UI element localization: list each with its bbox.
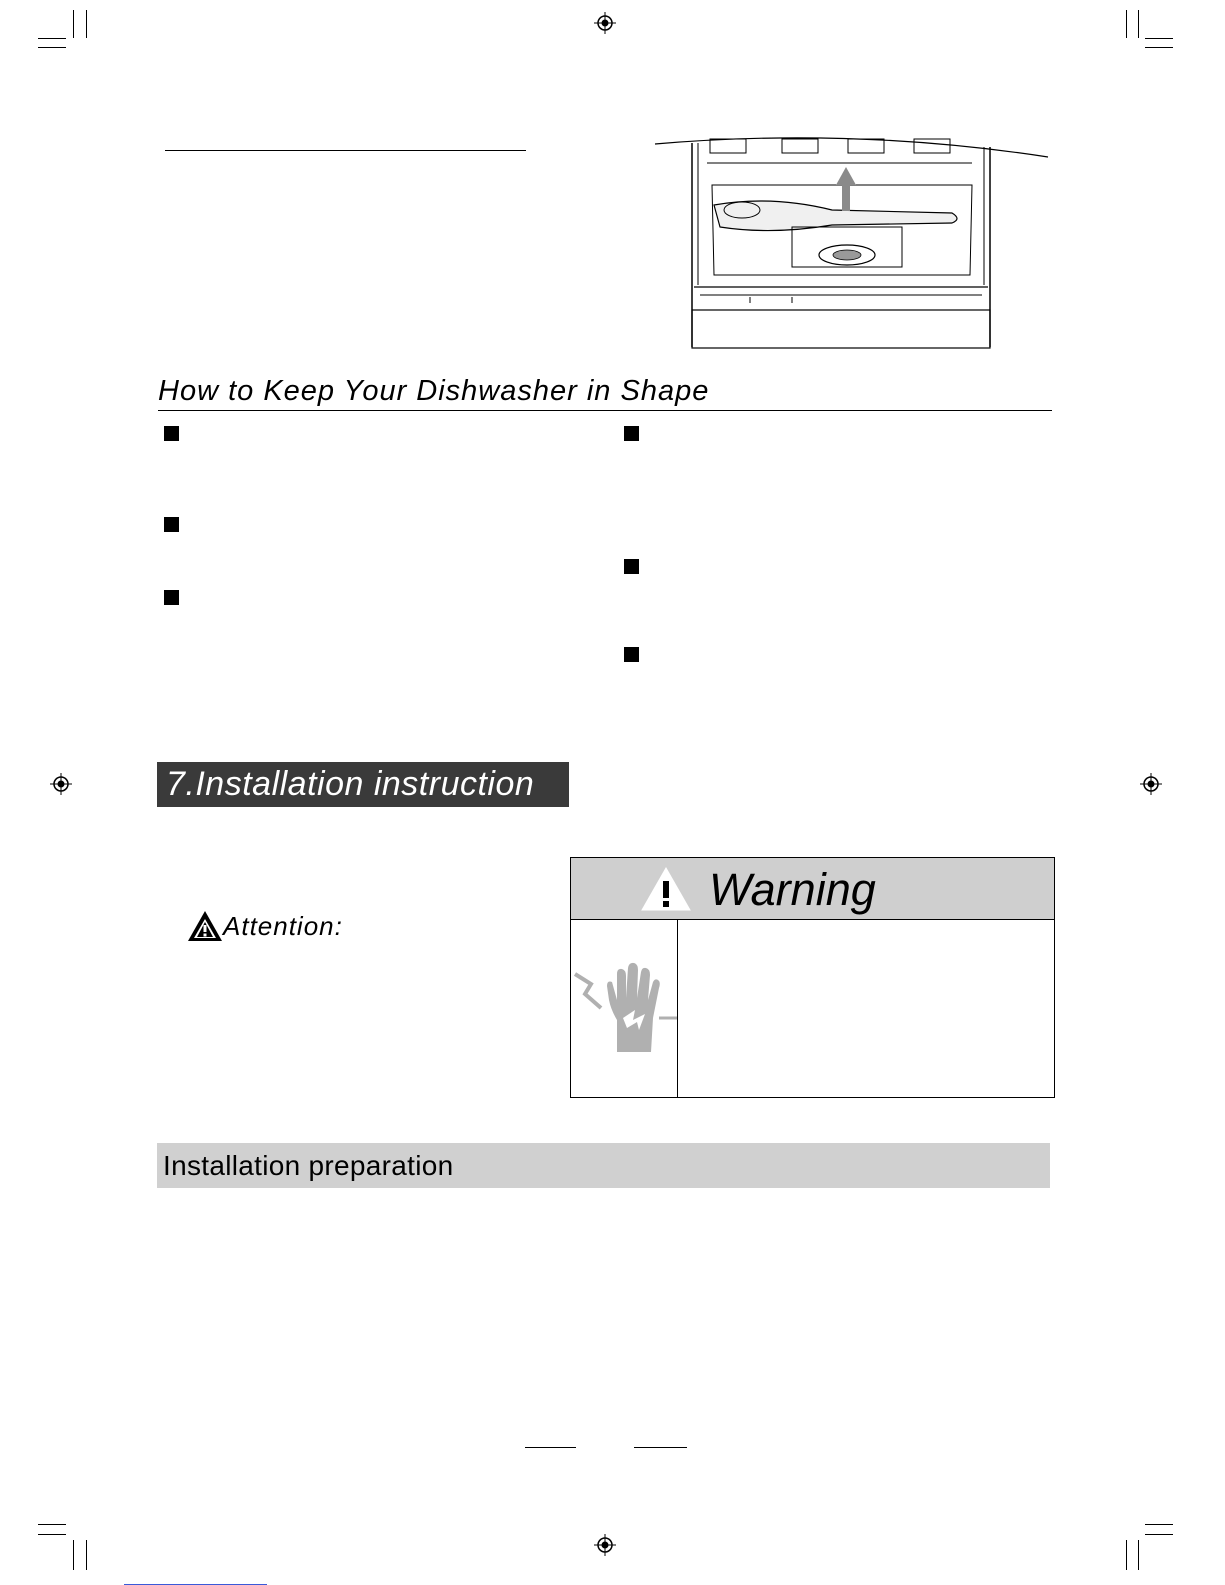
dishwasher-spray-arm-illustration: [652, 135, 1052, 350]
registration-mark-icon: [50, 773, 72, 795]
caution-triangle-icon: [187, 910, 223, 942]
crop-mark: [1138, 10, 1139, 38]
crop-mark: [38, 1524, 66, 1525]
heading-rule: [158, 410, 1052, 411]
crop-mark: [1145, 1534, 1173, 1535]
shock-hand-icon: [573, 960, 677, 1056]
square-bullet-icon: [164, 517, 179, 532]
registration-mark-icon: [1140, 773, 1162, 795]
square-bullet-icon: [624, 426, 639, 441]
warning-triangle-icon: [641, 867, 691, 911]
warning-divider: [677, 920, 678, 1098]
crop-mark: [86, 10, 87, 38]
crop-mark: [73, 1540, 74, 1570]
crop-mark: [73, 10, 74, 38]
crop-mark: [1145, 1524, 1173, 1525]
square-bullet-icon: [164, 590, 179, 605]
square-bullet-icon: [624, 559, 639, 574]
registration-mark-icon: [594, 1534, 616, 1556]
crop-mark: [38, 38, 66, 39]
registration-mark-icon: [594, 12, 616, 34]
attention-text: Attention:: [223, 910, 343, 941]
footer-rule-left: [525, 1447, 576, 1448]
crop-mark: [1126, 1540, 1127, 1570]
crop-mark: [1145, 38, 1173, 39]
warning-title: Warning: [709, 864, 876, 915]
footer-rule-right: [634, 1447, 687, 1448]
warning-header: [571, 858, 1054, 920]
installation-instruction-banner: 7.Installation instruction: [157, 762, 569, 807]
section-heading: How to Keep Your Dishwasher in Shape: [158, 375, 710, 407]
attention-label: [187, 910, 343, 942]
crop-mark: [86, 1540, 87, 1570]
installation-preparation-banner: Installation preparation: [157, 1143, 1050, 1188]
crop-mark: [38, 1534, 66, 1535]
crop-mark: [38, 47, 66, 48]
crop-mark: [1126, 10, 1127, 38]
square-bullet-icon: [164, 426, 179, 441]
warning-box: [570, 857, 1055, 1098]
top-divider: [165, 150, 526, 151]
crop-mark: [1145, 47, 1173, 48]
square-bullet-icon: [624, 647, 639, 662]
crop-mark: [1138, 1540, 1139, 1570]
